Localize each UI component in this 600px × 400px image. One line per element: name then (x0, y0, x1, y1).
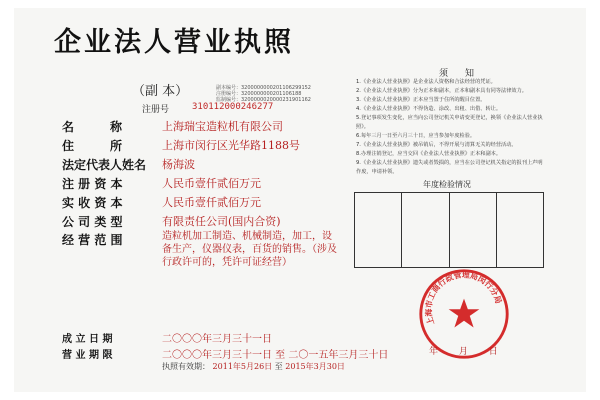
document-title: 企业法人营业执照 (54, 27, 294, 58)
seal-text: 上海市工商行政管理局闵行分局 (424, 270, 503, 327)
inspection-cell (402, 193, 449, 267)
field-label-address: 住 所 (62, 139, 123, 153)
field-label-business-scope: 经 营 范 围 (62, 233, 123, 247)
notice-list (356, 78, 544, 177)
field-row-company-type (62, 213, 332, 229)
notice-item: 3.《企业法人营业执照》正本应当置于住所的醒目位置。 (356, 97, 486, 103)
notice-item: 4.《企业法人营业执照》不得伪造、涂改、出租、出借、转让。 (356, 106, 502, 112)
field-value-registered-capital: 人民币壹仟贰佰万元 (162, 177, 261, 190)
validity-from: 2011年5月26日 (212, 362, 273, 371)
registration-label: 注册号 (142, 105, 170, 115)
established-label: 成 立 日 期 (62, 334, 113, 345)
notice-item: 7.《企业法人营业执照》被吊销后，不得开展与清算无关的经营活动。 (356, 142, 517, 148)
notice-item: 2.《企业法人营业执照》分为正本和副本，正本和副本具有同等法律效力。 (356, 88, 527, 94)
license-validity (162, 361, 345, 372)
established-value: 二〇〇〇年三月三十一日 (162, 334, 272, 345)
notice-item: 1.《企业法人营业执照》是企业法人资格和合法经营的凭证。 (356, 79, 496, 85)
field-label-company-type: 公 司 类 型 (62, 215, 123, 229)
field-label-paid-capital: 实 收 资 本 (62, 196, 123, 210)
validity-label: 执照有效期： (162, 362, 210, 371)
notice-item: 5.登记事项发生变化，应当向公司登记机关申请变更登记，换领《企业法人营业执照》。 (356, 115, 543, 130)
field-row-legal-rep (62, 156, 332, 172)
field-value-name: 上海瑞宝造粒机有限公司 (162, 120, 283, 133)
field-label-registered-capital: 注 册 资 本 (62, 177, 123, 191)
established-row (62, 330, 562, 344)
copy-label: （副 本） (132, 84, 189, 99)
term-row (62, 346, 562, 360)
registration-number: 310112000246277 (192, 102, 274, 112)
field-row-registered-capital (62, 175, 332, 191)
business-scope-text: 造粒机加工制造、机械制造，加工，设备生产，仪器仪表，百货的销售。（涉及行政许可的，凭许可证经营） (162, 231, 337, 268)
issue-date: 年 月 日 (429, 347, 498, 357)
inspection-title: 年度检验情况 (423, 180, 471, 189)
field-label-name: 名 称 (62, 120, 123, 134)
field-row-address (62, 137, 332, 153)
notice-item: 6.每年三月一日至六月三十日，应当参加年度检验。 (356, 133, 476, 139)
field-value-company-type: 有限责任公司(国内合资) (162, 215, 281, 228)
inspection-cell (497, 193, 543, 267)
field-row-name (62, 118, 332, 134)
field-value-address: 上海市闵行区光华路1188号 (162, 139, 300, 152)
inspection-cell (355, 193, 402, 267)
field-value-legal-rep: 杨海波 (162, 158, 195, 171)
validity-to: 2015年3月30日 (285, 362, 345, 371)
inspection-cell (450, 193, 497, 267)
notice-title: 须 知 (439, 69, 479, 79)
serial-line-3: 监制编号：3200000020000231901162 (216, 97, 311, 103)
inspection-grid (354, 192, 544, 268)
serial-line-1: 副本编号：3200000000201106299152 (216, 85, 311, 91)
license-sheet (14, 8, 586, 392)
notice-item: 8.办理注销登记，应当交回《企业法人营业执照》正本和副本。 (356, 151, 502, 157)
field-value-paid-capital: 人民币壹仟贰佰万元 (162, 196, 261, 209)
serial-line-2: 注册编号：3200000000201106188 (216, 91, 302, 97)
validity-separator: 至 (274, 362, 283, 371)
notice-item: 9.《企业法人营业执照》遗失或者毁损的，应当在公司登记机关指定的报刊上声明作废，申请补领。 (356, 160, 543, 175)
term-label: 营 业 期 限 (62, 350, 113, 361)
field-label-legal-rep: 法定代表人姓名 (62, 158, 147, 172)
term-value: 二〇〇〇年三月三十一日 至 二〇一五年三月三十日 (162, 350, 389, 361)
field-row-paid-capital (62, 194, 332, 210)
